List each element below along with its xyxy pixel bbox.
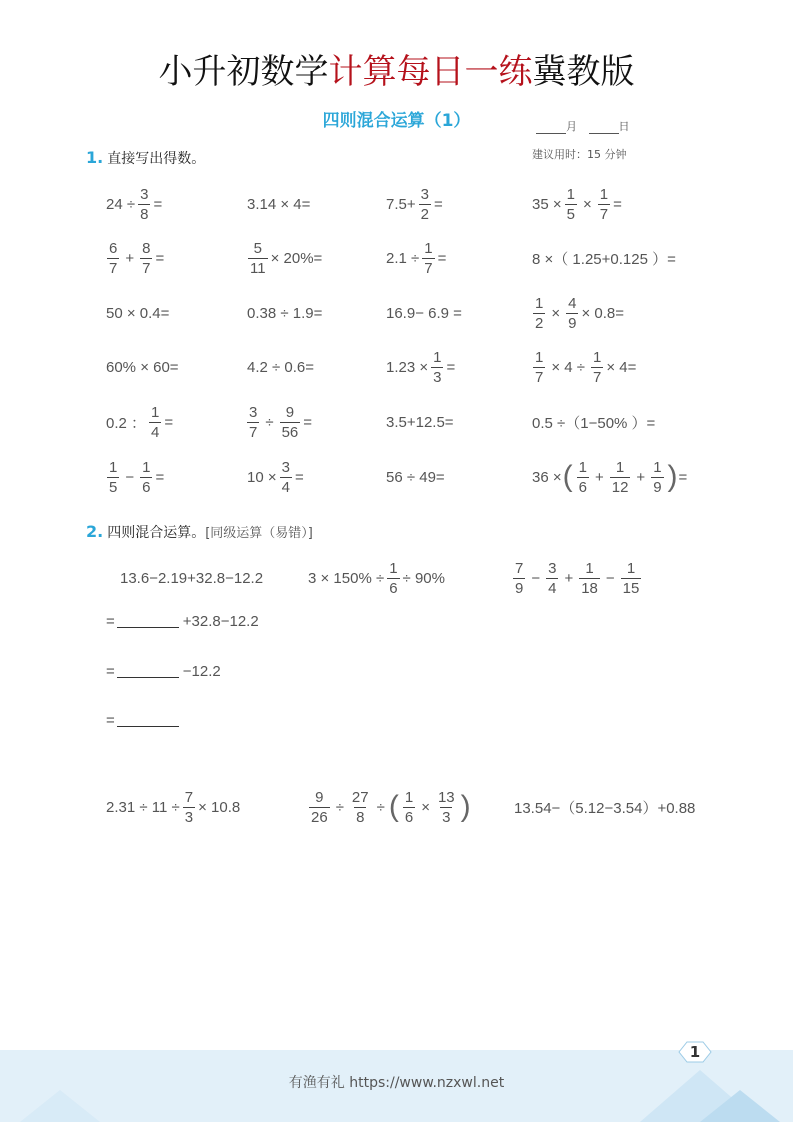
- problem-1-1: 24 ÷ $\frac{3}{8}$ =: [106, 185, 163, 223]
- fraction: $\frac{4}{9}$: [568, 294, 577, 332]
- problem-4-2: 4.2 ÷ 0.6=: [247, 358, 315, 376]
- fraction: $\frac{6}{7}$: [109, 239, 118, 277]
- problem-2-1: $\frac{6}{7}$ + $\frac{8}{7}$ =: [109, 239, 165, 277]
- fraction: $\frac{7}{9}$: [515, 559, 524, 597]
- fraction: $\frac{1}{6}$: [578, 458, 587, 496]
- problem-5-1: 0.2 ： $\frac{1}{4}$ =: [106, 403, 174, 441]
- title-part-1: 小升初数学: [158, 52, 329, 92]
- problem-6-1: $\frac{1}{5}$ − $\frac{1}{6}$ =: [109, 458, 165, 496]
- section-2-label: 四则混合运算。: [107, 525, 206, 541]
- problem-3-1: 50 × 0.4=: [106, 304, 170, 322]
- title-part-3: 冀教版: [532, 52, 635, 92]
- section-1-label: 直接写出得数。: [107, 151, 206, 167]
- problem-6-4: 36 × ( $\frac{1}{6}$ + $\frac{1}{12}$ + $\frac{1}{9}$ ) =: [532, 458, 688, 496]
- problem-5-2: $\frac{3}{7}$ ÷ $\frac{9}{56}$ =: [249, 403, 313, 441]
- problem-3-3: 16.9− 6.9 =: [386, 304, 462, 322]
- month-label: 月: [566, 120, 577, 133]
- day-blank: [589, 123, 619, 134]
- fraction: $\frac{1}{7}$: [424, 239, 433, 277]
- problem-2-2: $\frac{5}{11}$ × 20%=: [250, 239, 323, 277]
- problem-1-2: 3.14 × 4=: [247, 195, 311, 213]
- fraction: $\frac{1}{5}$: [109, 458, 118, 496]
- fraction: $\frac{7}{3}$: [184, 788, 194, 826]
- problem-2-4: 8 ×（ 1.25+0.125 ）=: [532, 250, 676, 268]
- step-1: = +32.8−12.2: [106, 612, 259, 630]
- fraction: $\frac{9}{56}$: [281, 403, 299, 441]
- title-part-2: 计算每日一练: [328, 52, 533, 92]
- fraction: $\frac{1}{5}$: [566, 185, 575, 223]
- step-2: = −12.2: [106, 662, 221, 680]
- problem-5-4: 0.5 ÷（1−50% ）=: [532, 414, 656, 432]
- section-2-note: [同级运算（易错）]: [205, 526, 313, 541]
- fraction: $\frac{1}{2}$: [535, 294, 544, 332]
- month-blank: [536, 123, 566, 134]
- problem-s2-2: 3 × 150% ÷ $\frac{1}{6}$ ÷ 90%: [308, 559, 445, 597]
- problem-s2-5: $\frac{9}{26}$ ÷ $\frac{27}{8}$ ÷ ( $\frac{1}{6}$ × $\frac{13}{3}$ ): [311, 788, 471, 826]
- answer-blank[interactable]: [117, 665, 179, 678]
- fraction: $\frac{1}{12}$: [611, 458, 629, 496]
- fraction: $\frac{1}{18}$: [581, 559, 598, 597]
- section-2-number: 2.: [86, 522, 104, 541]
- problem-1-4: 35 × $\frac{1}{5}$ × $\frac{1}{7}$ =: [532, 185, 622, 223]
- fraction: $\frac{1}{9}$: [653, 458, 662, 496]
- fraction: $\frac{1}{3}$: [433, 348, 442, 386]
- problem-6-3: 56 ÷ 49=: [386, 468, 445, 486]
- date-fields: [536, 118, 630, 134]
- problem-4-3: 1.23 × $\frac{1}{3}$ =: [386, 348, 456, 386]
- page-number: 1: [676, 1040, 714, 1064]
- day-label: 日: [618, 120, 630, 133]
- problem-s2-6: 13.54−（5.12−3.54）+0.88: [514, 799, 696, 817]
- fraction: $\frac{1}{7}$: [599, 185, 609, 223]
- fraction: $\frac{1}{7}$: [593, 348, 602, 386]
- fraction: $\frac{27}{8}$: [351, 788, 369, 826]
- problem-4-4: $\frac{1}{7}$ × 4 ÷ $\frac{1}{7}$ × 4=: [535, 348, 637, 386]
- fraction: $\frac{1}{4}$: [151, 403, 160, 441]
- fraction: $\frac{1}{6}$: [404, 788, 414, 826]
- problem-4-1: 60% × 60=: [106, 358, 179, 376]
- suggested-time: 建议用时：15 分钟: [532, 148, 627, 161]
- fraction: $\frac{3}{8}$: [140, 185, 149, 223]
- problem-s2-4: 2.31 ÷ 11 ÷ $\frac{7}{3}$ × 10.8: [106, 788, 241, 826]
- fraction: $\frac{9}{26}$: [311, 788, 328, 826]
- fraction: $\frac{1}{6}$: [389, 559, 398, 597]
- page-title: [0, 44, 793, 93]
- step-3: =: [106, 698, 183, 742]
- fraction: $\frac{1}{7}$: [535, 348, 544, 386]
- fraction: $\frac{8}{7}$: [142, 239, 151, 277]
- footer-url: 有渔有礼 https://www.nzxwl.net: [288, 1075, 505, 1091]
- fraction: $\frac{13}{3}$: [437, 788, 455, 826]
- section-1-heading: [86, 148, 205, 168]
- section-1-number: 1.: [86, 148, 104, 167]
- fraction: $\frac{5}{11}$: [250, 239, 266, 277]
- fraction: $\frac{1}{15}$: [622, 559, 640, 597]
- problem-6-2: 10 × $\frac{3}{4}$ =: [247, 458, 304, 496]
- fraction: $\frac{1}{6}$: [142, 458, 151, 496]
- fraction: $\frac{3}{4}$: [548, 559, 557, 597]
- problem-s2-3: $\frac{7}{9}$ − $\frac{3}{4}$ + $\frac{1}{18}$ − $\frac{1}{15}$: [515, 559, 640, 597]
- answer-blank[interactable]: [117, 615, 179, 628]
- fraction: $\frac{3}{2}$: [420, 185, 429, 223]
- problem-2-3: 2.1 ÷ $\frac{1}{7}$ =: [386, 239, 447, 277]
- problem-1-3: 7.5+ $\frac{3}{2}$ =: [386, 185, 443, 223]
- problem-s2-1: 13.6−2.19+32.8−12.2: [120, 569, 264, 587]
- section-2-heading: [86, 522, 313, 542]
- problem-3-2: 0.38 ÷ 1.9=: [247, 304, 323, 322]
- problem-5-3: 3.5+12.5=: [386, 413, 454, 431]
- fraction: $\frac{3}{7}$: [249, 403, 258, 441]
- fraction: $\frac{3}{4}$: [281, 458, 290, 496]
- lesson-subtitle: 四则混合运算（1）: [322, 111, 471, 131]
- problem-3-4: $\frac{1}{2}$ × $\frac{4}{9}$ × 0.8=: [535, 294, 624, 332]
- answer-blank[interactable]: [117, 714, 179, 727]
